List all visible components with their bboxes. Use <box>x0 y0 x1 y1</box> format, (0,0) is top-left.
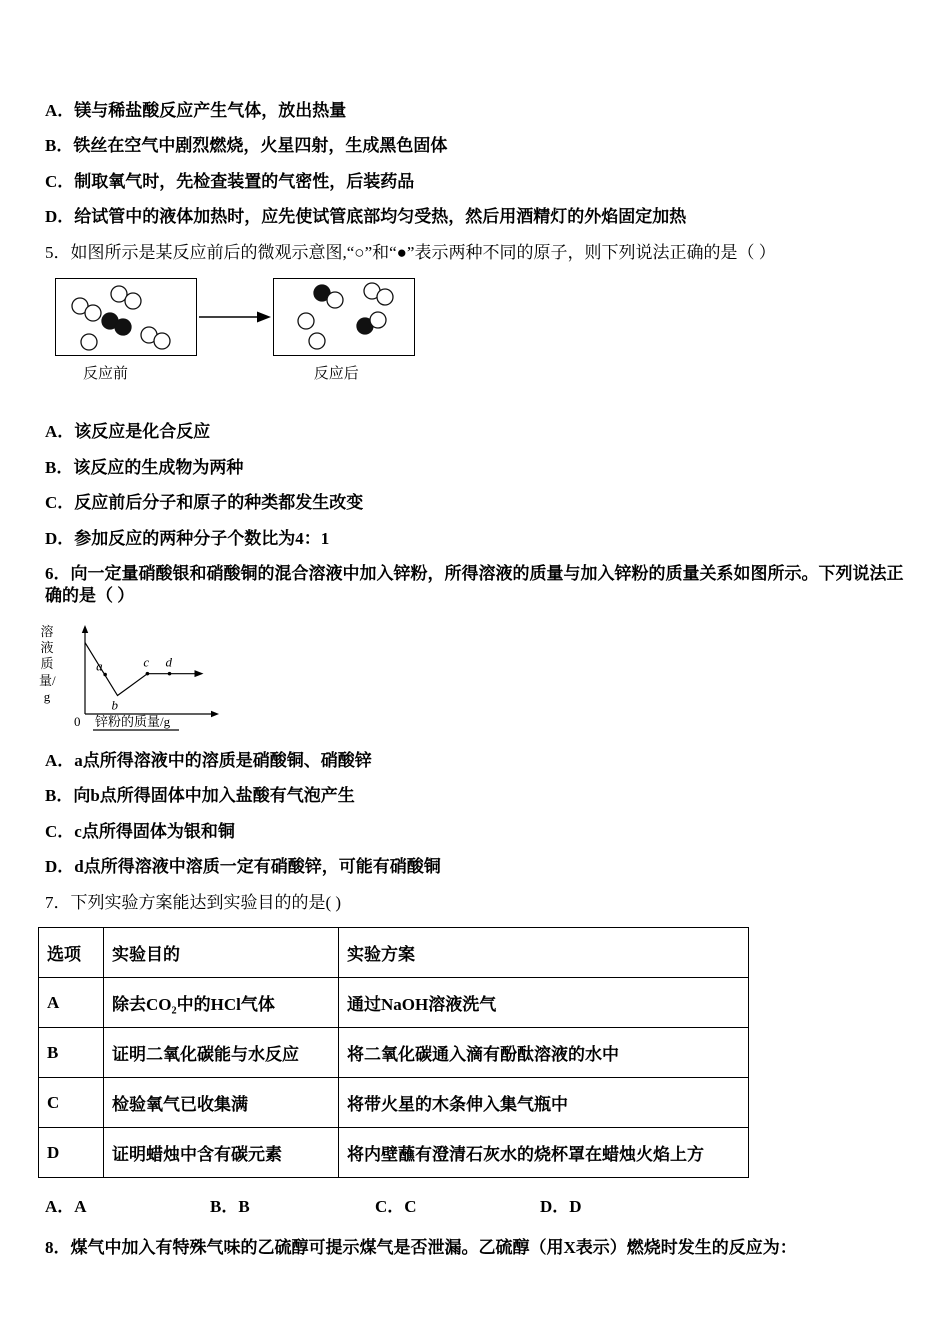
q6-option-D: D．d点所得溶液中溶质一定有硝酸锌，可能有硝酸铜 <box>45 857 441 877</box>
reaction-after-diagram <box>273 278 415 356</box>
q4-option-A: A．镁与稀盐酸反应产生气体，放出热量 <box>45 101 347 120</box>
q7-choice-C: C．C <box>375 1197 417 1216</box>
table-cell: 将内壁蘸有澄清石灰水的烧杯罩在蜡烛火焰上方 <box>339 1128 749 1178</box>
table-cell: 将带火星的木条伸入集气瓶中 <box>339 1078 749 1128</box>
q5-stem: 5．如图所示是某反应前后的微观示意图,“○”和“●”表示两种不同的原子，则下列说法正确的是（ ） <box>45 242 776 262</box>
q7-choice-D: D．D <box>540 1197 582 1216</box>
q5-options <box>45 421 905 550</box>
graph-point-label-d: d <box>165 654 172 670</box>
q4-option-C: C．制取氧气时，先检查装置的气密性，后装药品 <box>45 171 415 191</box>
q6-graph <box>39 622 905 734</box>
q6-option-B: B．向b点所得固体中加入盐酸有气泡产生 <box>45 786 355 806</box>
table-cell: 检验氧气已收集满 <box>104 1078 339 1128</box>
q5-option-D: D．参加反应的两种分子个数比为4：1 <box>45 528 330 548</box>
q5-reaction-diagram <box>55 278 905 356</box>
graph-point-label-a: a <box>96 658 103 674</box>
graph-xlabel: 锌粉的质量/g <box>95 713 171 729</box>
q6-options <box>45 750 905 879</box>
q7-experiment-table <box>38 927 749 1178</box>
q4-option-B: B．铁丝在空气中剧烈燃烧，火星四射，生成黑色固体 <box>45 136 448 156</box>
table-header-plan: 实验方案 <box>339 928 749 978</box>
q7-stem: 7．下列实验方案能达到实验目的的是( ) <box>45 892 342 912</box>
q5-option-A: A．该反应是化合反应 <box>45 422 211 442</box>
q7-choice-A: A．A <box>45 1197 87 1216</box>
q7-answer-choices <box>45 1192 905 1217</box>
table-row <box>39 1128 749 1178</box>
reaction-arrow-icon <box>197 307 273 327</box>
q6-option-C: C．c点所得固体为银和铜 <box>45 821 235 841</box>
q6-stem: 6．向一定量硝酸银和硝酸铜的混合溶液中加入锌粉，所得溶液的质量与加入锌粉的质量关系如图所示。下列说法正确的是（ ） <box>45 563 904 606</box>
q5-diagram-labels <box>45 362 905 383</box>
graph-point-label-b: b <box>111 697 118 713</box>
table-cell: 证明二氧化碳能与水反应 <box>104 1028 339 1078</box>
q6-option-A: A．a点所得溶液中的溶质是硝酸铜、硝酸锌 <box>45 750 372 770</box>
q5-option-B: B．该反应的生成物为两种 <box>45 457 244 477</box>
table-cell: 将二氧化碳通入滴有酚酞溶液的水中 <box>339 1028 749 1078</box>
graph-point-label-c: c <box>143 654 150 670</box>
table-header-row <box>39 928 749 978</box>
reaction-before-diagram <box>55 278 197 356</box>
q6-graph-plot <box>55 622 230 734</box>
graph-origin-label: 0 <box>74 713 81 729</box>
table-cell: 通过NaOH溶液洗气 <box>339 978 749 1028</box>
table-cell: A <box>39 978 104 1028</box>
q4-option-D: D．给试管中的液体加热时，应先使试管底部均匀受热，然后用酒精灯的外焰固定加热 <box>45 207 687 227</box>
table-row <box>39 1028 749 1078</box>
table-row <box>39 1078 749 1128</box>
q4-options <box>45 100 905 229</box>
q8-stem: 8．煤气中加入有特殊气味的乙硫醇可提示煤气是否泄漏。乙硫醇（用X表示）燃烧时发生的反应为： <box>45 1238 797 1257</box>
table-cell: B <box>39 1028 104 1078</box>
q6-graph-ylabel: 溶液质量/g <box>39 623 56 704</box>
table-cell: D <box>39 1128 104 1178</box>
table-header-option: 选项 <box>39 928 104 978</box>
reaction-before-label: 反应前 <box>83 366 129 383</box>
reaction-after-label: 反应后 <box>313 366 359 383</box>
q5-option-C: C．反应前后分子和原子的种类都发生改变 <box>45 493 364 513</box>
table-row <box>39 978 749 1028</box>
q7-choice-B: B．B <box>210 1197 250 1216</box>
table-cell: C <box>39 1078 104 1128</box>
table-cell: 除去CO₂中的HCl气体 <box>104 978 339 1028</box>
table-cell: 证明蜡烛中含有碳元素 <box>104 1128 339 1178</box>
table-header-purpose: 实验目的 <box>104 928 339 978</box>
